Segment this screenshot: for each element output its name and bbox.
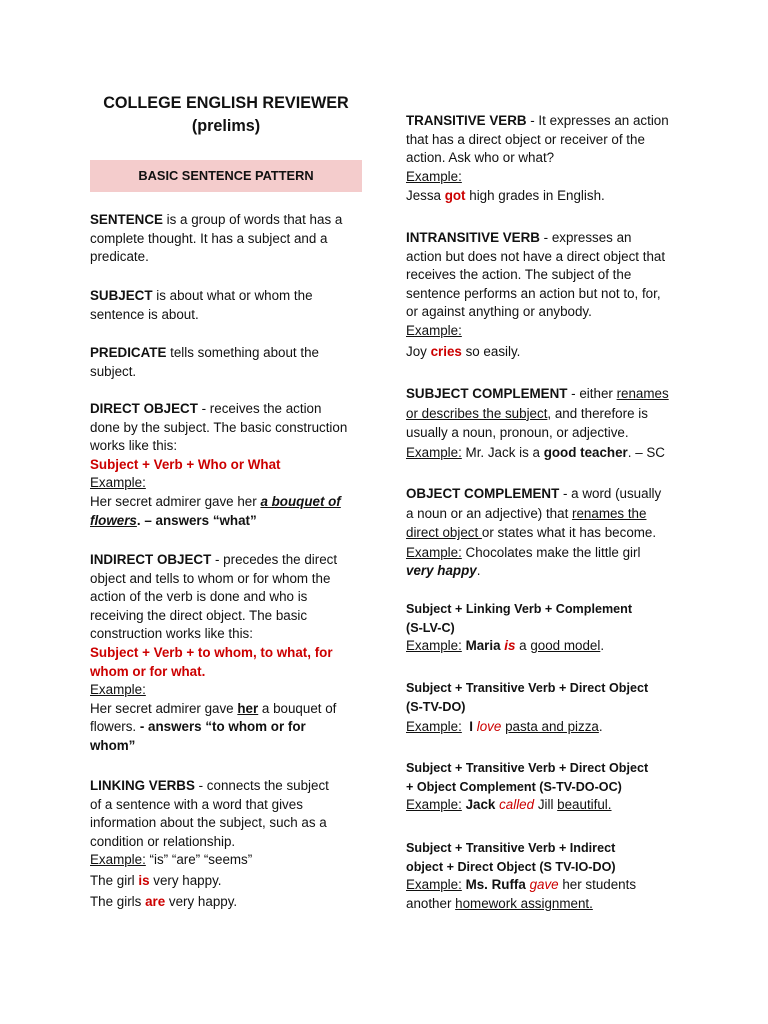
term-transitive-verb: TRANSITIVE VERB <box>406 113 527 128</box>
indirect-object-formula: Subject + Verb + to whom, to what, for <box>90 644 333 660</box>
term-subject: SUBJECT <box>90 288 153 303</box>
term-object-complement: OBJECT COMPLEMENT <box>406 486 560 501</box>
term-subject-complement: SUBJECT COMPLEMENT <box>406 386 568 401</box>
predicate-definition: PREDICATE tells something about the subject. <box>90 345 319 379</box>
example-label: Example: <box>406 877 462 893</box>
direct-object-formula: Subject + Verb + Who or What <box>90 456 281 472</box>
example-label: Example: <box>406 444 462 460</box>
pattern-s-lv-c: Subject + Linking Verb + Complement (S-LV-C) Example: Maria is a good model. <box>406 602 633 654</box>
document-title <box>90 92 362 138</box>
transitive-verb-definition: TRANSITIVE VERB - It expresses an action that has a direct object or receiver of the action. Ask who or what? Example: Jessa got high grades in English. <box>406 112 684 206</box>
example-label: Example: <box>406 544 462 560</box>
example-label: Example: <box>406 322 462 338</box>
term-predicate: PREDICATE <box>90 345 167 360</box>
term-direct-object: DIRECT OBJECT <box>90 401 198 416</box>
subject-complement-definition: SUBJECT COMPLEMENT - either renames or describes the subject, and therefore is usually a noun, pronoun, or adjective. Example: Mr. Jack is a good teacher. – SC <box>406 386 669 460</box>
term-intransitive-verb: INTRANSITIVE VERB <box>406 230 540 245</box>
pattern-s-tv-do: Subject + Transitive Verb + Direct Object (S-TV-DO) Example: I love pasta and pizza. <box>406 681 649 735</box>
example-label: Example: <box>406 638 462 654</box>
section-banner: BASIC SENTENCE PATTERN <box>90 160 362 192</box>
example-label: Example: <box>406 168 462 184</box>
intransitive-verb-definition: INTRANSITIVE VERB - expresses an action but does not have a direct object that receives the action. The subject of the sentence performs an action but not to, for, or against anything or anybody. Example: Joy cries so easily. <box>406 229 684 361</box>
term-linking-verbs: LINKING VERBS <box>90 778 195 793</box>
linking-verbs-definition: LINKING VERBS - connects the subject of a sentence with a word that gives information about the subject, such as a condition or relationship. Example: “is” “are” “seems” The girl is very happy. The girls are very happy. <box>90 778 329 909</box>
example-label: Example: <box>406 719 462 735</box>
pattern-s-tv-io-do: Subject + Transitive Verb + Indirect object + Direct Object (S TV-IO-DO) Example: Ms. Ruffa gave her students another homework assignment. <box>406 841 637 911</box>
example-label: Example: <box>406 797 462 813</box>
indirect-object-definition: INDIRECT OBJECT - precedes the direct object and tells to whom or for whom the action of the verb is done and who is receiving the direct object. The basic construction works like this: Subject + Verb + to whom, to what, for whom or for what. Example: Her secret admirer gave her a bouquet of flowers. - answers “to whom or for whom” <box>90 551 362 756</box>
term-indirect-object: INDIRECT OBJECT <box>90 552 212 567</box>
example-label: Example: <box>90 852 146 868</box>
direct-object-definition: DIRECT OBJECT - receives the action done by the subject. The basic construction works like this: Subject + Verb + Who or What Example: Her secret admirer gave her a bouquet of flowers. – answers “what” <box>90 400 362 530</box>
object-complement-definition: OBJECT COMPLEMENT - a word (usually a noun or an adjective) that renames the direct object or states what it has become. Example: Chocolates make the little girl very happy. <box>406 486 662 579</box>
pattern-s-tv-do-oc: Subject + Transitive Verb + Direct Object + Object Complement (S-TV-DO-OC) Example: Jack called Jill beautiful. <box>406 761 649 813</box>
title-line-2: (prelims) <box>191 117 261 135</box>
subject-definition: SUBJECT is about what or whom the sentence is about. <box>90 288 313 322</box>
example-label: Example: <box>90 475 146 491</box>
example-label: Example: <box>90 682 146 698</box>
title-line-1: COLLEGE ENGLISH REVIEWER <box>103 94 349 112</box>
sentence-definition: SENTENCE is a group of words that has a complete thought. It has a subject and a predicate. <box>90 212 343 265</box>
term-sentence: SENTENCE <box>90 212 163 227</box>
